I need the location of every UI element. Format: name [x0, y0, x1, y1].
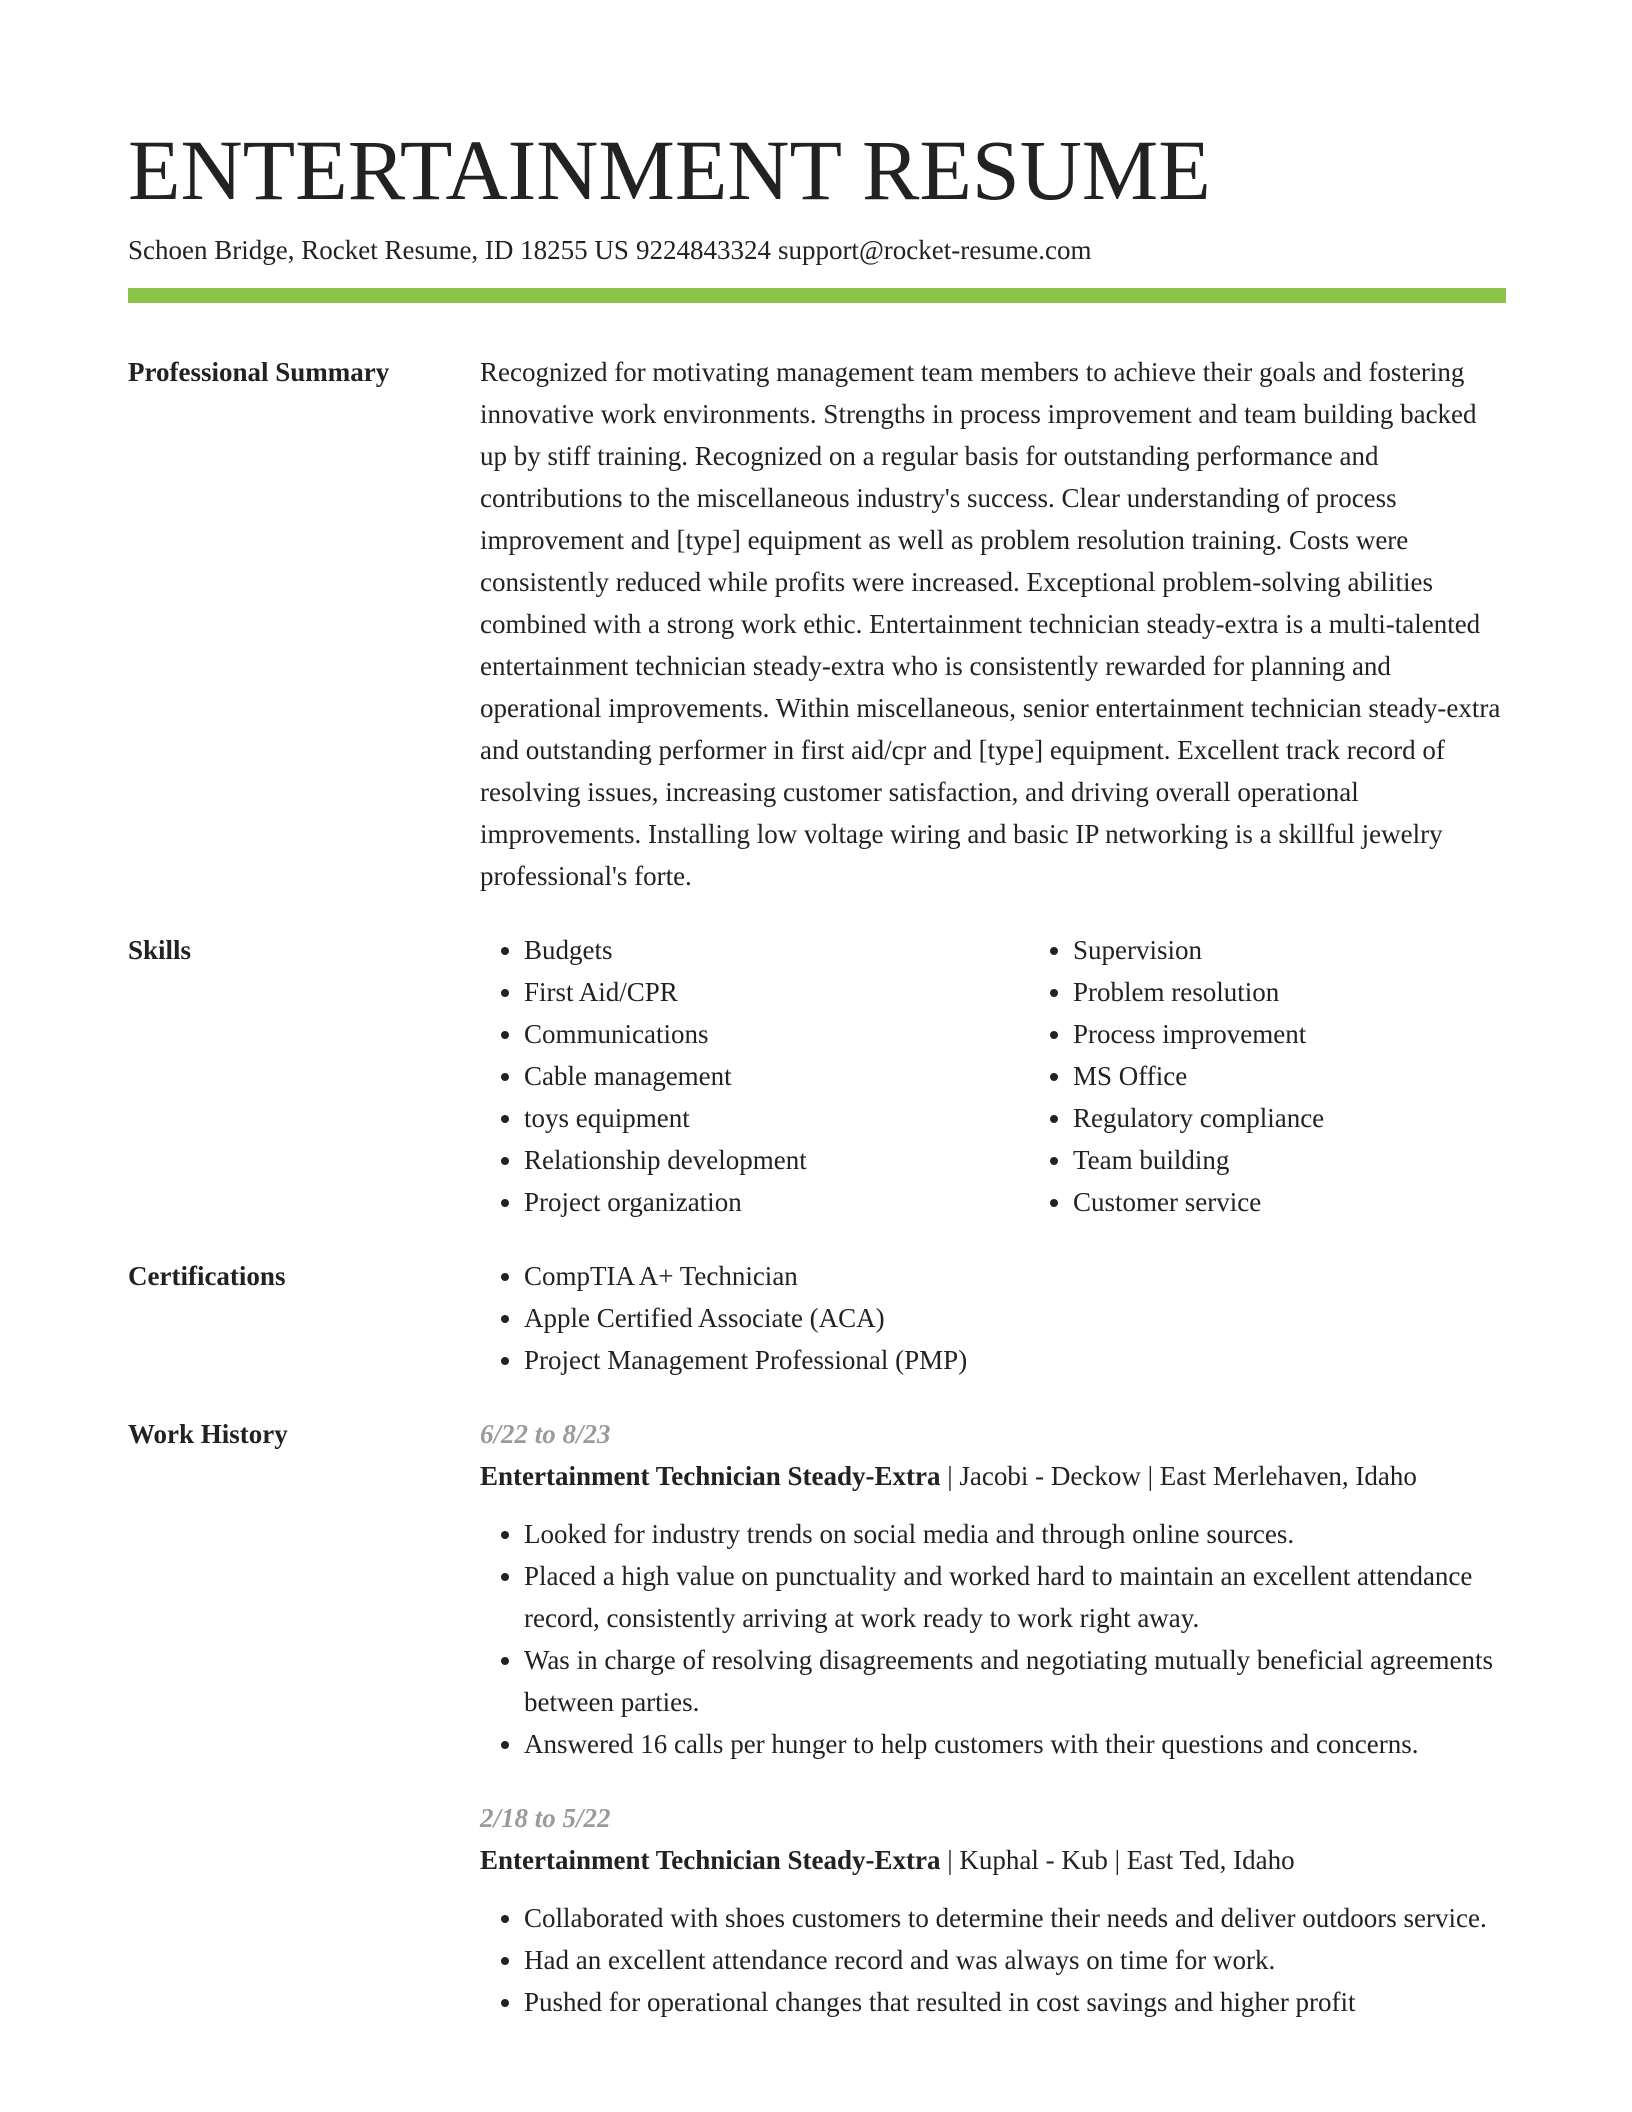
skills-list-right	[1029, 929, 1578, 1223]
job-bullet: • Answered 16 calls per hunger to help customers with their questions and concerns.	[524, 1723, 1506, 1765]
skills-heading: Skills	[128, 935, 192, 965]
skills-list-left	[480, 929, 1029, 1223]
job-bullet: • Had an excellent attendance record and was always on time for work.	[524, 1939, 1506, 1981]
contact-line	[128, 230, 1506, 270]
skill-item: • Problem resolution	[1073, 971, 1578, 1013]
certification-item: • Project Management Professional (PMP)	[524, 1339, 1506, 1381]
certifications-body	[480, 1255, 1506, 1381]
job-bullets	[480, 1513, 1506, 1765]
job-details: | Jacobi - Deckow | East Merlehaven, Idaho	[947, 1461, 1417, 1491]
skills-section	[128, 929, 1506, 1223]
skill-item: • Relationship development	[524, 1139, 1029, 1181]
skill-item: • Communications	[524, 1013, 1029, 1055]
contact-email: support@rocket-resume.com	[777, 235, 1092, 265]
job-bullet: • Looked for industry trends on social media and through online sources.	[524, 1513, 1506, 1555]
job-heading	[480, 1839, 1506, 1881]
skill-item: • First Aid/CPR	[524, 971, 1029, 1013]
resume-page	[128, 118, 1506, 2023]
header-divider	[128, 288, 1506, 303]
resume-title: ENTERTAINMENT RESUME	[128, 122, 1211, 218]
skill-item: • Supervision	[1073, 929, 1578, 971]
skill-item: • Project organization	[524, 1181, 1029, 1223]
certification-item: • CompTIA A+ Technician	[524, 1255, 1506, 1297]
job-title: Entertainment Technician Steady-Extra	[480, 1845, 941, 1875]
certifications-section	[128, 1255, 1506, 1381]
certifications-heading: Certifications	[128, 1261, 286, 1291]
skill-item: • Team building	[1073, 1139, 1578, 1181]
job-title: Entertainment Technician Steady-Extra	[480, 1461, 941, 1491]
job-dates: 6/22 to 8/23	[480, 1419, 611, 1449]
summary-heading: Professional Summary	[128, 357, 390, 387]
job-entry	[480, 1797, 1506, 2023]
summary-section	[128, 351, 1506, 897]
certification-item: • Apple Certified Associate (ACA)	[524, 1297, 1506, 1339]
job-bullet: • Pushed for operational changes that resulted in cost savings and higher profit	[524, 1981, 1506, 2023]
work-history-section	[128, 1413, 1506, 2023]
certifications-list	[480, 1255, 1506, 1381]
job-details: | Kuphal - Kub | East Ted, Idaho	[947, 1845, 1295, 1875]
skill-item: • Regulatory compliance	[1073, 1097, 1578, 1139]
skill-item: • toys equipment	[524, 1097, 1029, 1139]
job-bullet: • Was in charge of resolving disagreements and negotiating mutually beneficial agreements between parties.	[524, 1639, 1506, 1723]
skill-item: • Cable management	[524, 1055, 1029, 1097]
work-history-heading: Work History	[128, 1419, 288, 1449]
skill-item: • Process improvement	[1073, 1013, 1578, 1055]
job-bullet: • Collaborated with shoes customers to determine their needs and deliver outdoors service.	[524, 1897, 1506, 1939]
skill-item: • Budgets	[524, 929, 1029, 971]
job-dates: 2/18 to 5/22	[480, 1803, 611, 1833]
skills-columns	[480, 929, 1578, 1223]
contact-address: Schoen Bridge, Rocket Resume, ID 18255 US	[128, 235, 629, 265]
job-entry	[480, 1413, 1506, 1765]
contact-phone: 9224843324	[635, 235, 771, 265]
skill-item: • Customer service	[1073, 1181, 1578, 1223]
summary-text: Recognized for motivating management team members to achieve their goals and fostering innovative work environments. Strengths in process improvement and team building backed up by stiff training. Recognized on a regular basis for outstanding performance and contributions to the miscellaneous industry's success. Clear understanding of process improvement and [type] equipment as well as problem resolution training. Costs were consistently reduced while profits were increased. Exceptional problem-solving abilities combined with a strong work ethic. Entertainment technician steady-extra is a multi-talented entertainment technician steady-extra who is consistently rewarded for planning and operational improvements. Within miscellaneous, senior entertainment technician steady-extra and outstanding performer in first aid/cpr and [type] equipment. Excellent track record of resolving issues, increasing customer satisfaction, and driving overall operational improvements. Installing low voltage wiring and basic IP networking is a skillful jewelry professional's forte.	[480, 357, 1501, 891]
job-bullet: • Placed a high value on punctuality and worked hard to maintain an excellent attendance record, consistently arriving at work ready to work right away.	[524, 1555, 1506, 1639]
job-bullets	[480, 1897, 1506, 2023]
skill-item: • MS Office	[1073, 1055, 1578, 1097]
work-history-body	[480, 1413, 1506, 2023]
job-heading	[480, 1455, 1506, 1497]
